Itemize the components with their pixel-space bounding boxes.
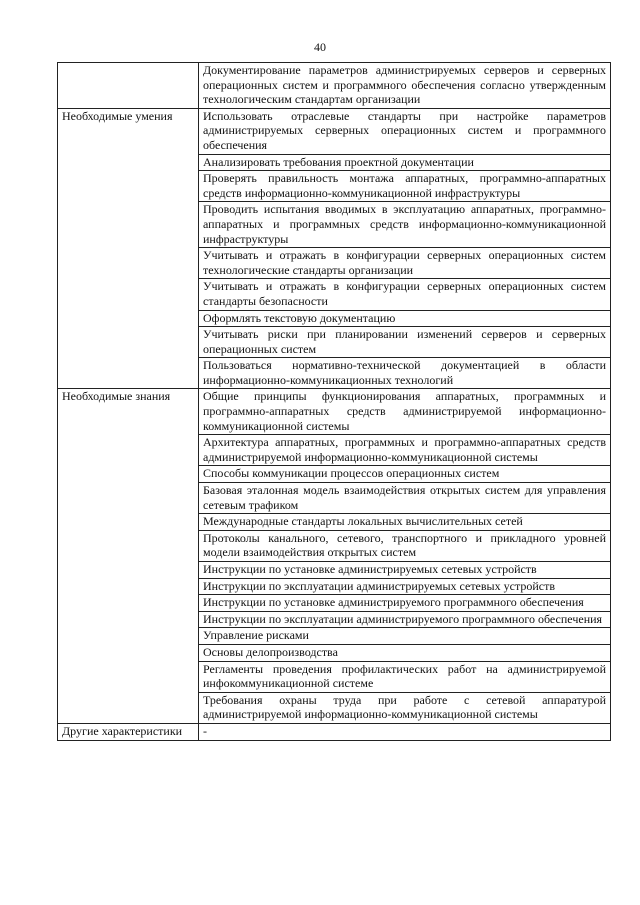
row-description: Оформлять текстовую документацию — [199, 310, 611, 327]
page-number: 40 — [314, 40, 326, 54]
row-description: Учитывать и отражать в конфигурации серверных операционных систем технологические стандарты организации — [199, 248, 611, 279]
row-description: Документирование параметров администрируемых серверов и серверных операционных систем и программного обеспечения согласно утвержденным технологическим стандартам организации — [199, 63, 611, 109]
requirements-table-body — [58, 63, 611, 741]
row-description: Пользоваться нормативно-технической документацией в области информационно-коммуникационных технологий — [199, 358, 611, 389]
table-row — [58, 63, 611, 109]
row-description: Анализировать требования проектной документации — [199, 154, 611, 171]
row-description: Инструкции по установке администрируемого программного обеспечения — [199, 595, 611, 612]
row-label: Другие характеристики — [58, 723, 199, 740]
table-row — [58, 723, 611, 740]
row-description: Использовать отраслевые стандарты при настройке параметров администрируемых серверных операционных систем и программного обеспечения — [199, 108, 611, 154]
table-row — [58, 108, 611, 154]
row-description: Регламенты проведения профилактических работ на администрируемой инфокоммуникационной системе — [199, 661, 611, 692]
row-description: Архитектура аппаратных, программных и программно-аппаратных средств администрируемой информационно-коммуникационной системы — [199, 435, 611, 466]
row-description: Международные стандарты локальных вычислительных сетей — [199, 514, 611, 531]
row-description: Инструкции по установке администрируемых сетевых устройств — [199, 562, 611, 579]
row-label: Необходимые знания — [58, 389, 199, 723]
row-description: Общие принципы функционирования аппаратных, программных и программно-аппаратных средств администрируемой информационно-коммуникационной системы — [199, 389, 611, 435]
row-description: Учитывать и отражать в конфигурации серверных операционных систем стандарты безопасности — [199, 279, 611, 310]
row-description: Протоколы канального, сетевого, транспортного и прикладного уровней модели взаимодействия открытых систем — [199, 530, 611, 561]
row-description: Базовая эталонная модель взаимодействия открытых систем для управления сетевым трафиком — [199, 483, 611, 514]
row-description: Способы коммуникации процессов операционных систем — [199, 466, 611, 483]
row-label: Необходимые умения — [58, 108, 199, 389]
row-description: Учитывать риски при планировании изменений серверов и серверных операционных систем — [199, 327, 611, 358]
row-description: Основы делопроизводства — [199, 644, 611, 661]
row-description: Требования охраны труда при работе с сетевой аппаратурой администрируемой информационно-коммуникационной системы — [199, 692, 611, 723]
row-description: Проводить испытания вводимых в эксплуатацию аппаратных, программно-аппаратных и программных средств информационно-коммуникационной инфраструктуры — [199, 202, 611, 248]
table-row — [58, 389, 611, 435]
row-description: Проверять правильность монтажа аппаратных, программно-аппаратных средств информационно-коммуникационной инфраструктуры — [199, 171, 611, 202]
row-description: Управление рисками — [199, 628, 611, 645]
row-description: - — [199, 723, 611, 740]
row-description: Инструкции по эксплуатации администрируемого программного обеспечения — [199, 611, 611, 628]
requirements-table — [57, 62, 611, 741]
row-description: Инструкции по эксплуатации администрируемых сетевых устройств — [199, 578, 611, 595]
row-label — [58, 63, 199, 109]
